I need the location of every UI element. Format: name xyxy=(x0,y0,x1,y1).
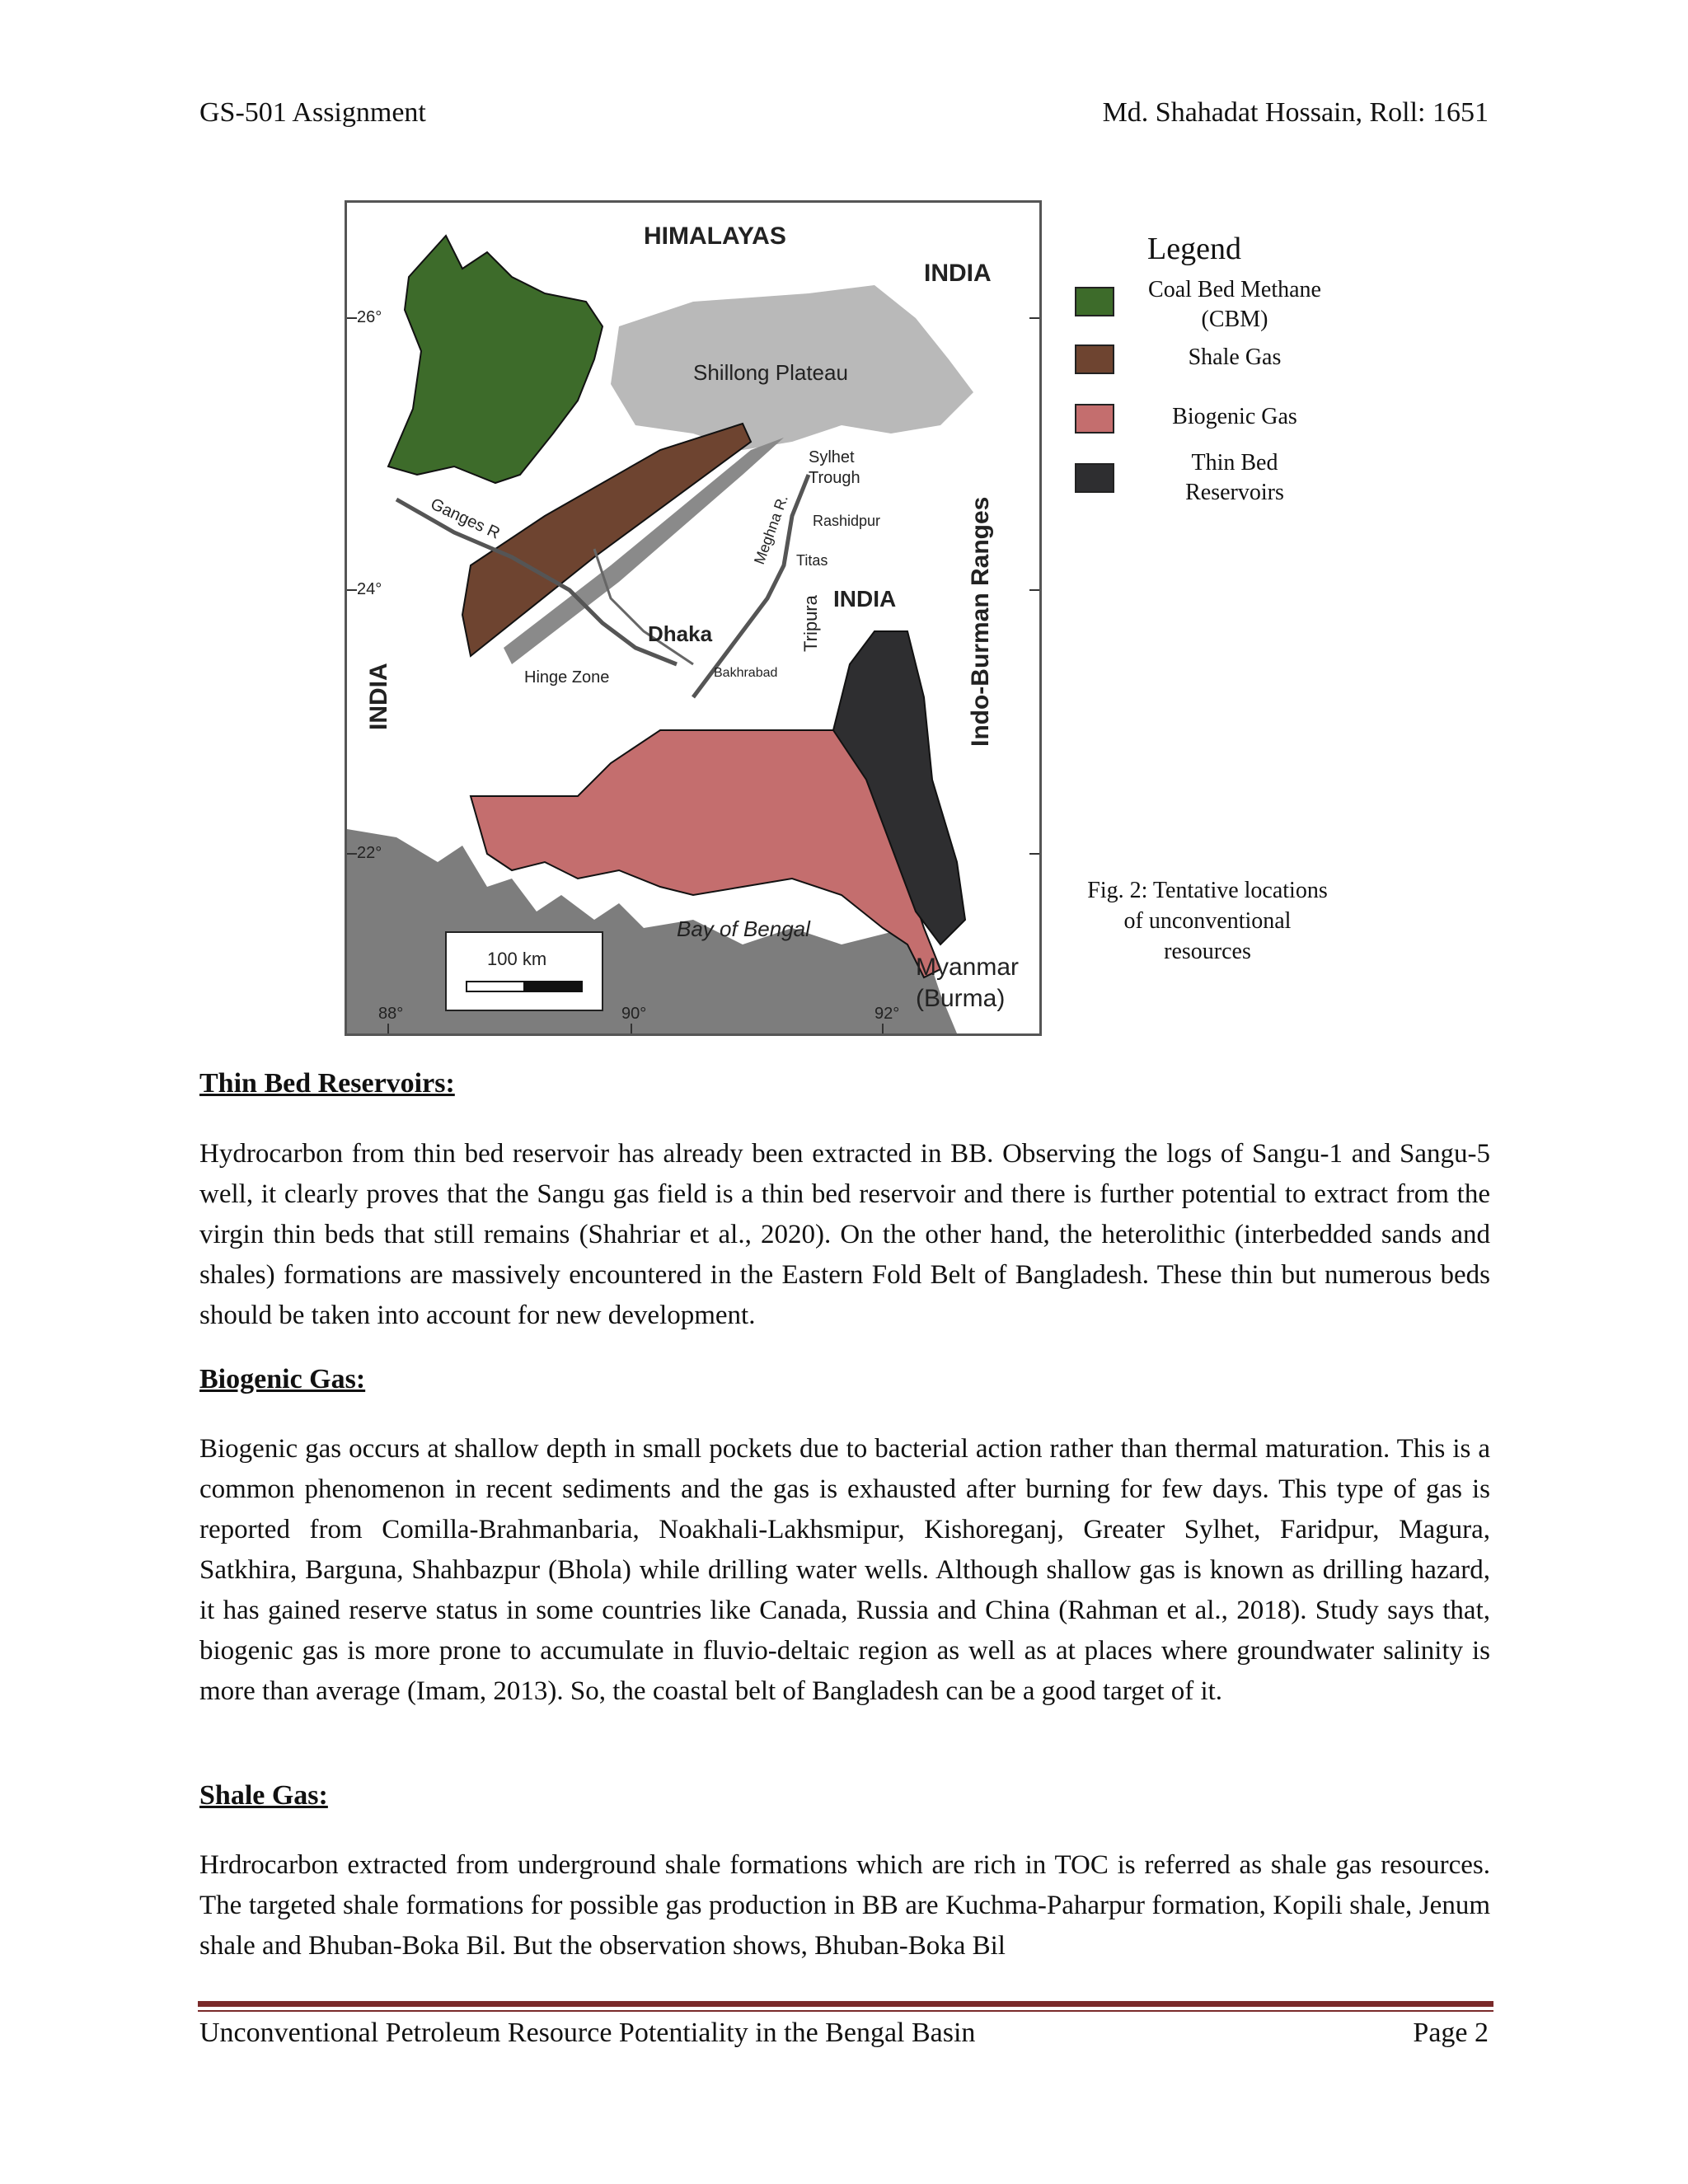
legend-title: Legend xyxy=(1147,232,1241,266)
label-hinge-zone: Hinge Zone xyxy=(524,668,610,687)
label-himalayas: HIMALAYAS xyxy=(644,223,786,250)
legend-label-shale: Shale Gas xyxy=(1188,344,1282,370)
label-india-ne: INDIA xyxy=(924,260,992,287)
map-figure xyxy=(345,200,1042,1036)
label-myanmar: Myanmar xyxy=(916,954,1020,981)
footer-page-number: Page 2 xyxy=(1413,2018,1489,2048)
meghna-river xyxy=(693,475,809,697)
paragraph-shale: Hrdrocarbon extracted from underground shale formations which are rich in TOC is referred as shale gas resources. The targeted shale formations for possible gas production in BB are Kuchma-Paharpur formation, Kopili shale, Jenum shale and Bhuban-Boka Bil. But the observation shows, Bhuban-Boka Bil xyxy=(199,1850,1490,1961)
legend-label-thinbed: Thin Bed Reservoirs xyxy=(1185,450,1284,505)
label-bay: Bay of Bengal xyxy=(677,916,810,941)
footer-left: Unconventional Petroleum Resource Potentiality in the Bengal Basin xyxy=(199,2018,976,2048)
label-ganges: Ganges R xyxy=(427,494,503,543)
label-rashidpur: Rashidpur xyxy=(813,513,881,529)
label-meghna: Meghna R. xyxy=(750,492,791,567)
cbm-region xyxy=(388,236,603,483)
label-lon90: 90° xyxy=(621,1005,647,1023)
heading-thin-bed: Thin Bed Reservoirs: xyxy=(199,1068,455,1099)
label-bakhrabad: Bakhrabad xyxy=(714,666,778,680)
figure-caption: Fig. 2: Tentative locations of unconventional resources xyxy=(1087,878,1328,964)
heading-biogenic: Biogenic Gas: xyxy=(199,1364,366,1394)
label-titas: Titas xyxy=(796,552,828,569)
label-lon92: 92° xyxy=(874,1005,900,1023)
label-lat26: 26° xyxy=(357,308,382,326)
label-dhaka: Dhaka xyxy=(648,621,713,646)
heading-shale: Shale Gas: xyxy=(199,1780,328,1811)
river-branch xyxy=(594,549,693,664)
legend-label-cbm: Coal Bed Methane (CBM) xyxy=(1148,277,1321,332)
legend-swatch-shale xyxy=(1075,344,1114,374)
label-india-w: INDIA xyxy=(365,663,392,730)
label-lon88: 88° xyxy=(378,1005,404,1023)
label-india-e: INDIA xyxy=(833,586,897,612)
scale-label: 100 km xyxy=(487,949,547,969)
label-shillong: Shillong Plateau xyxy=(693,360,848,385)
label-burma: (Burma) xyxy=(916,985,1006,1012)
header-left: GS-501 Assignment xyxy=(199,97,426,128)
legend-swatch-thinbed xyxy=(1075,463,1114,493)
legend-swatch-cbm xyxy=(1075,287,1114,316)
scale-bar xyxy=(446,932,603,1010)
header-right: Md. Shahadat Hossain, Roll: 1651 xyxy=(1102,97,1489,128)
label-indo-burman: Indo-Burman Ranges xyxy=(967,496,994,747)
paragraph-biogenic: Biogenic gas occurs at shallow depth in small pockets due to bacterial action rather than thermal maturation. This is a common phenomenon in recent sediments and the gas is exhausted after burning for few days. This type of gas is reported from Comilla-Brahmanbaria, Noakhali-Lakhsmipur, Kishoreganj, Greater Sylhet, Faridpur, Magura, Satkhira, Barguna, Shahbazpur (Bhola) while drilling water wells. Although shallow gas is known as drilling hazard, it has gained reserve status in some countries like Canada, Russia and China (Rahman et al., 2018). Study says that, biogenic gas is more prone to accumulate in fluvio-deltaic region as well as at places where groundwater salinity is more than average (Imam, 2013). So, the coastal belt of Bangladesh can be a good target of it. xyxy=(199,1434,1490,1706)
legend-swatch-biogenic xyxy=(1075,404,1114,434)
label-lat22: 22° xyxy=(357,844,382,862)
map-svg xyxy=(347,203,1039,1033)
footer-rule-thin xyxy=(198,2010,1493,2012)
footer-rule-thick xyxy=(198,2001,1493,2007)
label-lat24: 24° xyxy=(357,580,382,598)
label-trough: Trough xyxy=(809,469,860,487)
label-sylhet: Sylhet xyxy=(809,448,855,466)
legend-label-biogenic: Biogenic Gas xyxy=(1172,404,1297,429)
paragraph-thin-bed: Hydrocarbon from thin bed reservoir has already been extracted in BB. Observing the logs of Sangu-1 and Sangu-5 well, it clearly proves that the Sangu gas field is a thin bed reservoir and there is further potential to extract from the virgin thin beds that still remains (Shahriar et al., 2020). On the other hand, the heterolithic (interbedded sands and shales) formations are massively encountered in the Eastern Fold Belt of Bangladesh. These thin but numerous beds should be taken into account for new development. xyxy=(199,1139,1490,1330)
label-tripura: Tripura xyxy=(800,595,821,652)
